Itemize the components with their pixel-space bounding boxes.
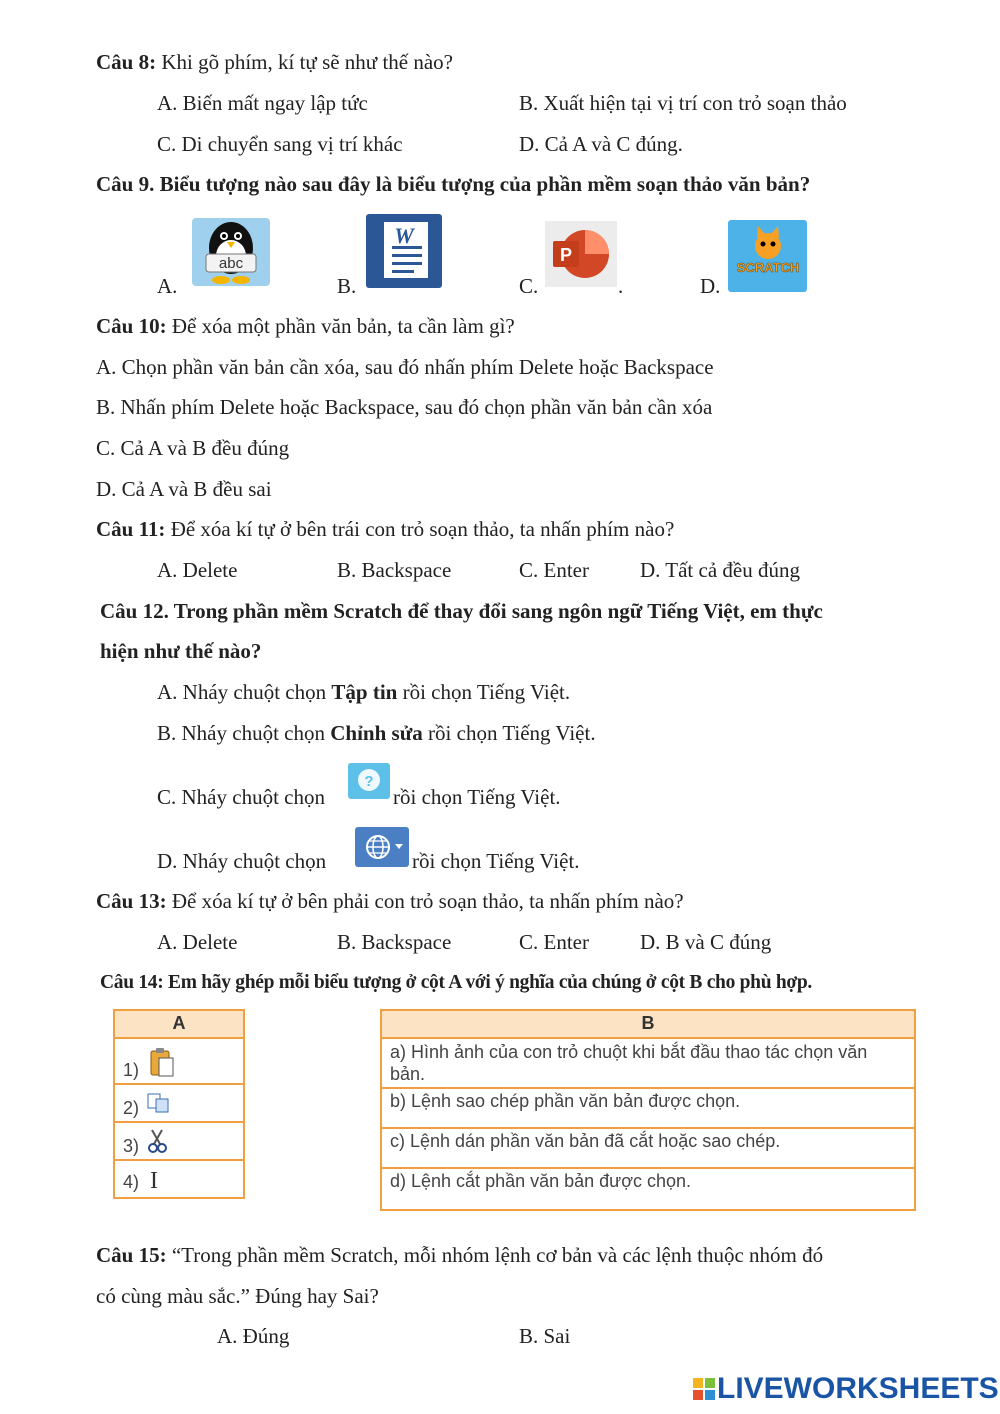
q9-option-b[interactable]: B. (337, 274, 357, 298)
column-a-header: A (114, 1010, 244, 1038)
globe-language-icon (355, 827, 409, 867)
q12-a-bold: Tập tin (331, 680, 398, 704)
q12-question-line1: Câu 12. Trong phần mềm Scratch để thay đổi sang ngôn ngữ Tiếng Việt, em thực (100, 599, 823, 623)
q15-text-line1: “Trong phần mềm Scratch, mỗi nhóm lệnh cơ bản và các lệnh thuộc nhóm đó (166, 1243, 824, 1267)
q15-option-b[interactable]: B. Sai (519, 1324, 571, 1348)
q8-label: Câu 8: (96, 50, 157, 74)
q10-option-a[interactable]: A. Chọn phần văn bản cần xóa, sau đó nhấn phím Delete hoặc Backspace (96, 355, 714, 379)
q15-question-line1 (96, 1242, 823, 1268)
powerpoint-icon-text: P (559, 245, 573, 265)
q9-question: Câu 9. Biểu tượng nào sau đây là biểu tượng của phần mềm soạn thảo văn bản? (96, 172, 811, 196)
q11-label: Câu 11: (96, 517, 166, 541)
paste-icon (148, 1046, 176, 1078)
q13-label: Câu 13: (96, 889, 167, 913)
q9-option-c-dot: . (618, 274, 624, 298)
powerpoint-icon (545, 221, 617, 287)
q13-option-d[interactable]: D. B và C đúng (640, 930, 772, 954)
q9-option-d[interactable]: D. (700, 274, 721, 298)
help-icon-text: ? (364, 773, 374, 790)
help-question-icon (348, 763, 390, 799)
q12-option-d-post: rồi chọn Tiếng Việt. (412, 849, 580, 873)
q12-option-b[interactable] (157, 720, 596, 746)
q12-option-c[interactable]: C. Nháy chuột chọn (157, 785, 325, 809)
q8-option-c[interactable]: C. Di chuyển sang vị trí khác (157, 132, 403, 156)
scissors-cut-icon (146, 1128, 168, 1154)
q13-option-a[interactable]: A. Delete (157, 930, 238, 954)
q13-question (96, 888, 684, 914)
column-b-row-a[interactable]: a) Hình ảnh của con trỏ chuột khi bắt đầu thao tác chọn văn bản. (381, 1038, 915, 1088)
q12-b-pre: B. Nháy chuột chọn (157, 721, 331, 745)
q13-option-c[interactable]: C. Enter (519, 930, 589, 954)
q12-b-bold: Chỉnh sửa (330, 721, 423, 745)
q11-option-d[interactable]: D. Tất cả đều đúng (640, 558, 800, 582)
q8-option-b[interactable]: B. Xuất hiện tại vị trí con trỏ soạn thảo (519, 91, 847, 115)
q13-text: Để xóa kí tự ở bên phải con trỏ soạn thảo, ta nhấn phím nào? (166, 889, 684, 913)
q12-option-a[interactable] (157, 679, 570, 705)
column-b-header: B (381, 1010, 915, 1038)
penguin-abc-icon (192, 218, 270, 286)
column-b-row-c[interactable]: c) Lệnh dán phần văn bản đã cắt hoặc sao chép. (381, 1128, 915, 1168)
q12-option-c-post: rồi chọn Tiếng Việt. (393, 785, 561, 809)
row-4-label: 4) (123, 1172, 140, 1192)
q8-text: Khi gõ phím, kí tự sẽ như thế nào? (156, 50, 453, 74)
q11-question (96, 516, 674, 542)
word-icon-text: W (394, 223, 414, 248)
q12-a-post: rồi chọn Tiếng Việt. (397, 680, 571, 704)
column-b-row-b[interactable]: b) Lệnh sao chép phần văn bản được chọn. (381, 1088, 915, 1128)
q12-a-pre: A. Nháy chuột chọn (157, 680, 332, 704)
q14-question: Câu 14: Em hãy ghép mỗi biểu tượng ở cột A với ý nghĩa của chúng ở cột B cho phù hợp. (100, 972, 812, 993)
scratch-icon (728, 220, 807, 292)
q12-option-d[interactable]: D. Nháy chuột chọn (157, 849, 327, 873)
q10-label: Câu 10: (96, 314, 167, 338)
q10-question (96, 313, 515, 339)
q8-option-d[interactable]: D. Cả A và C đúng. (519, 132, 683, 156)
matching-column-b (380, 1009, 916, 1211)
q9-option-a[interactable]: A. (157, 274, 178, 298)
column-a-row-4[interactable] (114, 1160, 244, 1198)
q11-option-a[interactable]: A. Delete (157, 558, 238, 582)
q11-text: Để xóa kí tự ở bên trái con trỏ soạn thảo, ta nhấn phím nào? (165, 517, 675, 541)
column-a-row-3[interactable] (114, 1122, 244, 1160)
text-cursor-icon: I (150, 1168, 159, 1194)
row-2-label: 2) (123, 1098, 140, 1118)
matching-column-a (113, 1009, 245, 1199)
q10-option-b[interactable]: B. Nhấn phím Delete hoặc Backspace, sau đó chọn phần văn bản cần xóa (96, 395, 713, 419)
q8-option-a[interactable]: A. Biến mất ngay lập tức (157, 91, 368, 115)
copy-icon (146, 1092, 172, 1114)
liveworksheets-logo: LIVEWORKSHEETS (717, 1372, 999, 1405)
q10-option-c[interactable]: C. Cả A và B đều đúng (96, 436, 290, 460)
q11-option-c[interactable]: C. Enter (519, 558, 589, 582)
row-3-label: 3) (123, 1136, 140, 1156)
column-b-row-d[interactable]: d) Lệnh cắt phần văn bản được chọn. (381, 1168, 915, 1210)
q15-option-a[interactable]: A. Đúng (217, 1324, 290, 1348)
penguin-icon-text: abc (218, 255, 244, 272)
liveworksheets-logo-icon (693, 1378, 715, 1400)
q15-question-line2: có cùng màu sắc.” Đúng hay Sai? (96, 1284, 379, 1308)
word-icon (366, 214, 442, 288)
q12-b-post: rồi chọn Tiếng Việt. (422, 721, 596, 745)
column-a-row-1[interactable] (114, 1038, 244, 1084)
q10-option-d[interactable]: D. Cả A và B đều sai (96, 477, 272, 501)
q10-text: Để xóa một phần văn bản, ta cần làm gì? (166, 314, 515, 338)
q15-label: Câu 15: (96, 1243, 167, 1267)
q13-option-b[interactable]: B. Backspace (337, 930, 452, 954)
q11-option-b[interactable]: B. Backspace (337, 558, 452, 582)
q8-question (96, 49, 453, 75)
scratch-icon-text: SCRATCH (736, 260, 800, 275)
row-1-label: 1) (123, 1060, 140, 1080)
q12-question-line2: hiện như thế nào? (100, 639, 262, 663)
q9-option-c[interactable]: C. (519, 274, 539, 298)
column-a-row-2[interactable] (114, 1084, 244, 1122)
